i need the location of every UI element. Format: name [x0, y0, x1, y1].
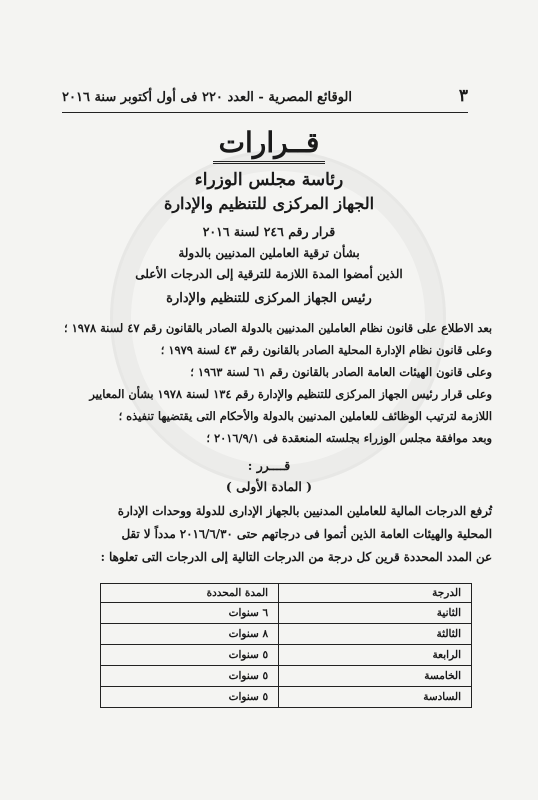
section-title-wrap: [0, 126, 538, 164]
decree-subject-1: بشأن ترقية العاملين المدنيين بالدولة: [178, 246, 360, 260]
grade-cell: الرابعة: [279, 645, 472, 666]
article-1-title: ( المادة الأولى ): [225, 479, 313, 494]
period-cell: ٥ سنوات: [101, 645, 279, 666]
period-column-header: المدة المحددة: [101, 584, 279, 603]
decree-authority: رئيس الجهاز المركزى للتنظيم والإدارة: [166, 291, 372, 306]
issuer-line-1: رئاسة مجلس الوزراء: [194, 170, 344, 190]
issuer-line-2: الجهاز المركزى للتنظيم والإدارة: [163, 194, 375, 213]
decree-subject-2: الذين أمضوا المدة اللازمة للترقية إلى الدرجات الأعلى: [135, 267, 403, 281]
preamble-line-4: وعلى قرار رئيس الجهاز المركزى للتنظيم والإدارة رقم ١٣٤ لسنة ١٩٧٨ بشأن المعايير: [89, 387, 492, 401]
page-number: ٣: [458, 86, 468, 106]
table-row: [101, 624, 472, 645]
article-1-line-1: تُرفع الدرجات المالية للعاملين المدنيين بالجهاز الإدارى للدولة ووحدات الإدارة: [117, 504, 492, 518]
decides-label: قــــرر :: [247, 458, 291, 473]
page-header: [62, 86, 468, 113]
article-1-line-2: المحلية والهيئات العامة الذين أتموا فى درجاتهم حتى ٢٠١٦/٦/٣٠ مدداً لا تقل: [121, 527, 492, 541]
period-cell: ٨ سنوات: [101, 624, 279, 645]
table-header-row: [101, 584, 472, 603]
table-row: [101, 666, 472, 687]
grade-cell: الثانية: [279, 603, 472, 624]
table-row: [101, 687, 472, 708]
grade-cell: السادسة: [279, 687, 472, 708]
section-title: قــرارات: [213, 126, 326, 164]
article-1-line-3: عن المدد المحددة قرين كل درجة من الدرجات التالية إلى الدرجات التى تعلوها :: [100, 550, 492, 564]
preamble-line-2: وعلى قانون نظام الإدارة المحلية الصادر بالقانون رقم ٤٣ لسنة ١٩٧٩ ؛: [160, 343, 492, 357]
period-cell: ٦ سنوات: [101, 603, 279, 624]
preamble-line-1: بعد الاطلاع على قانون نظام العاملين المدنيين بالدولة الصادر بالقانون رقم ٤٧ لسنة ١٩٧٨ ؛: [64, 321, 492, 335]
preamble-line-6: وبعد موافقة مجلس الوزراء بجلسته المنعقدة فى ٢٠١٦/٩/١ ؛: [206, 431, 492, 445]
gazette-title: الوقائع المصرية - العدد ٢٢٠ فى أول أكتوبر سنة ٢٠١٦: [62, 90, 353, 105]
grade-column-header: الدرجة: [279, 584, 472, 603]
preamble-line-3: وعلى قانون الهيئات العامة الصادر بالقانون رقم ٦١ لسنة ١٩٦٣ ؛: [190, 365, 492, 379]
promotion-periods-table: [100, 583, 472, 708]
table-row: [101, 645, 472, 666]
table-row: [101, 603, 472, 624]
period-cell: ٥ سنوات: [101, 687, 279, 708]
period-cell: ٥ سنوات: [101, 666, 279, 687]
grade-cell: الخامسة: [279, 666, 472, 687]
grade-cell: الثالثة: [279, 624, 472, 645]
decree-number: قرار رقم ٢٤٦ لسنة ٢٠١٦: [202, 224, 336, 239]
preamble-line-5: اللازمة لترتيب الوظائف للعاملين المدنيين بالدولة والأحكام التى يقتضيها تنفيذه ؛: [118, 409, 492, 423]
